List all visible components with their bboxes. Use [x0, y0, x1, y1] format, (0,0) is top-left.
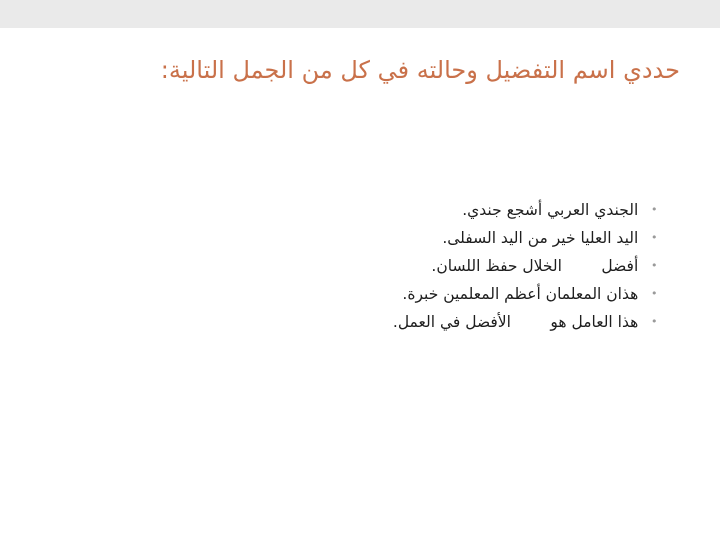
bullet-icon: •	[651, 259, 658, 272]
sentence-text: هذان المعلمان أعظم المعلمين خبرة.	[402, 285, 639, 303]
sentence-text: أفضل الخلال حفظ اللسان.	[431, 257, 639, 275]
sentence-text: الجندي العربي أشجع جندي.	[462, 201, 639, 219]
sentence-text: هذا العامل هو الأفضل في العمل.	[392, 313, 639, 331]
list-item	[160, 168, 680, 219]
bullet-icon: •	[651, 287, 658, 300]
header-band	[0, 0, 720, 28]
slide-title: حددي اسم التفضيل وحالته في كل من الجمل التالية:	[160, 56, 680, 84]
bullet-icon: •	[651, 231, 658, 244]
bullet-icon: •	[651, 203, 658, 216]
sentence-text: اليد العليا خير من اليد السفلى.	[442, 229, 639, 247]
bullet-list	[160, 168, 680, 331]
bullet-icon: •	[651, 315, 658, 328]
